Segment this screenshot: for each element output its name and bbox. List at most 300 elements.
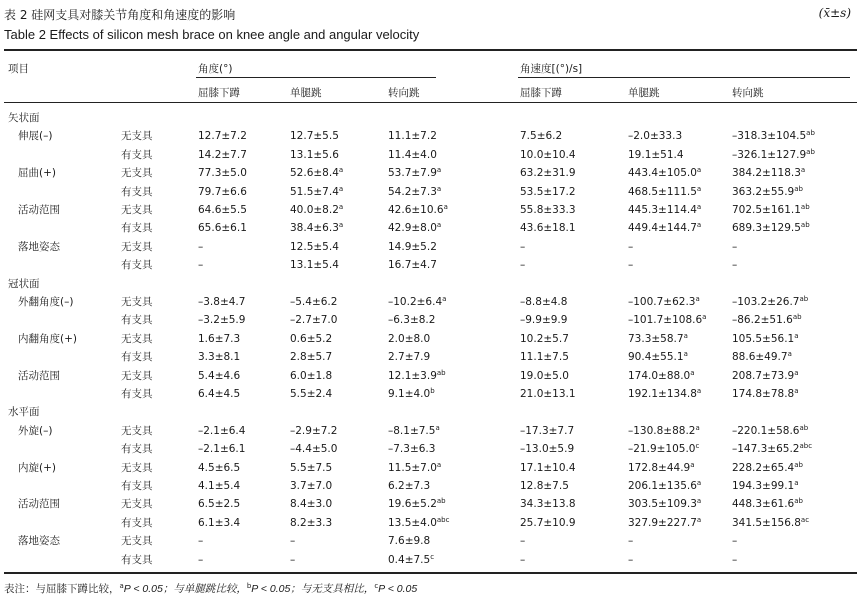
- table-cell: [388, 259, 437, 271]
- mean-sd-label: (x̄±s): [818, 6, 851, 20]
- cell-value: 172.8±44.9: [628, 462, 691, 474]
- table-cell: [198, 314, 245, 326]
- table-cell: [520, 462, 576, 474]
- cell-value: 14.9±5.2: [388, 241, 437, 253]
- cell-value: –8.1±7.5: [388, 425, 436, 437]
- table-cell: [628, 314, 706, 326]
- table-cell: [732, 296, 808, 308]
- cell-significance-mark: a: [794, 369, 799, 377]
- cell-value: 11.5±7.0: [388, 462, 437, 474]
- note-prefix: 表注：与屈膝下蹲比较，: [4, 583, 120, 595]
- cell-value: 5.5±7.5: [290, 462, 333, 474]
- cell-significance-mark: ac: [800, 516, 810, 524]
- cell-significance-mark: ab: [436, 497, 446, 505]
- cell-value: 12.1±3.9: [388, 370, 437, 382]
- table-cell: [388, 370, 446, 382]
- table-cell: [732, 149, 815, 161]
- table-cell: [290, 241, 339, 253]
- table-cell: [628, 204, 701, 216]
- table-cell: [388, 554, 434, 566]
- row-condition-label: 无支具: [121, 498, 153, 510]
- table-cell: [732, 498, 803, 510]
- table-cell: [520, 498, 576, 510]
- cell-value: –: [732, 554, 738, 566]
- caption-english: Table 2 Effects of silicon mesh brace on knee angle and angular velocity: [4, 27, 420, 42]
- cell-significance-mark: a: [696, 497, 702, 505]
- cell-value: 443.4±105.0: [628, 167, 697, 179]
- table-cell: [628, 388, 701, 400]
- cell-value: 384.2±118.3: [732, 167, 801, 179]
- cell-value: 0.6±5.2: [290, 333, 333, 345]
- cell-value: 6.5±2.5: [198, 498, 241, 510]
- table-cell: [290, 498, 332, 510]
- row-group-label: 外翻角度(–): [18, 296, 74, 308]
- cell-value: 73.3±58.7: [628, 333, 684, 345]
- cell-significance-mark: ab: [436, 369, 446, 377]
- cell-value: 88.6±49.7: [732, 351, 788, 363]
- table-cell: [290, 296, 337, 308]
- table-cell: [520, 130, 562, 142]
- table-cell: [628, 296, 700, 308]
- note-b-text: P < 0.05；与无支具相比，: [251, 583, 375, 595]
- cell-value: 42.9±8.0: [388, 222, 437, 234]
- table-cell: [520, 388, 576, 400]
- table-cell: [198, 554, 203, 566]
- row-condition-label: 无支具: [121, 425, 153, 437]
- cell-value: –: [520, 535, 526, 547]
- table-cell: [388, 480, 430, 492]
- cell-value: 448.3±61.6: [732, 498, 795, 510]
- cell-significance-mark: b: [430, 387, 435, 395]
- table-cell: [388, 222, 441, 234]
- cell-value: 6.4±4.5: [198, 388, 241, 400]
- cell-significance-mark: a: [338, 203, 344, 211]
- cell-value: 174.8±78.8: [732, 388, 795, 400]
- table-cell: [198, 388, 240, 400]
- cell-value: –101.7±108.6: [628, 314, 703, 326]
- cell-value: –: [628, 554, 634, 566]
- table-cell: [732, 351, 792, 363]
- row-group-label: 内旋(+): [18, 462, 56, 474]
- table-cell: [198, 149, 247, 161]
- cell-significance-mark: a: [695, 424, 700, 432]
- cell-value: 19.0±5.0: [520, 370, 569, 382]
- cell-value: 702.5±161.1: [732, 204, 801, 216]
- note-a-text: P < 0.05；与单腿跳比较，: [123, 583, 247, 595]
- table-cell: [290, 351, 332, 363]
- cell-value: 52.6±8.4: [290, 167, 339, 179]
- cell-value: –220.1±58.6: [732, 425, 800, 437]
- table-cell: [520, 535, 525, 547]
- cell-value: 55.8±33.3: [520, 204, 576, 216]
- table-cell: [628, 443, 699, 455]
- cell-significance-mark: c: [430, 553, 435, 561]
- cell-value: 13.1±5.6: [290, 149, 339, 161]
- table-cell: [732, 186, 803, 198]
- cell-value: 54.2±7.3: [388, 186, 437, 198]
- table-cell: [732, 259, 737, 271]
- table-cell: [198, 480, 240, 492]
- table-cell: [520, 351, 569, 363]
- table-cell: [290, 480, 332, 492]
- table-cell: [388, 443, 435, 455]
- cell-value: 51.5±7.4: [290, 186, 339, 198]
- cell-value: 228.2±65.4: [732, 462, 795, 474]
- cell-value: –: [520, 259, 526, 271]
- table-cell: [732, 462, 803, 474]
- row-condition-label: 无支具: [121, 130, 153, 142]
- cell-significance-mark: a: [436, 185, 442, 193]
- caption-chinese: 表 2 硅网支具对膝关节角度和角速度的影响: [4, 8, 236, 22]
- table-cell: [198, 333, 240, 345]
- cell-value: –: [520, 241, 526, 253]
- cell-value: –318.3±104.5: [732, 130, 807, 142]
- section-label: 矢状面: [8, 112, 40, 124]
- cell-value: –: [628, 259, 634, 271]
- cell-significance-mark: a: [696, 387, 702, 395]
- row-condition-label: 有支具: [121, 222, 153, 234]
- cell-value: –: [628, 535, 634, 547]
- table-cell: [388, 462, 441, 474]
- cell-significance-mark: a: [696, 479, 702, 487]
- row-condition-label: 无支具: [121, 333, 153, 345]
- cell-value: –9.9±9.9: [520, 314, 568, 326]
- table-cell: [628, 535, 633, 547]
- row-condition-label: 无支具: [121, 241, 153, 253]
- table-cell: [388, 351, 430, 363]
- table-cell: [628, 462, 695, 474]
- table-cell: [520, 370, 569, 382]
- table-cell: [628, 425, 700, 437]
- cell-value: –: [198, 535, 204, 547]
- cell-significance-mark: a: [690, 369, 695, 377]
- table-cell: [520, 186, 576, 198]
- row-group-label: 活动范围: [18, 370, 60, 382]
- table-cell: [290, 259, 339, 271]
- cell-value: 363.2±55.9: [732, 186, 795, 198]
- cell-value: 34.3±13.8: [520, 498, 576, 510]
- cell-value: 12.7±7.2: [198, 130, 247, 142]
- cell-value: 5.4±4.6: [198, 370, 241, 382]
- cell-value: –: [628, 241, 634, 253]
- cell-value: 445.3±114.4: [628, 204, 697, 216]
- table-cell: [388, 130, 437, 142]
- table-cell: [628, 333, 688, 345]
- cell-significance-mark: a: [702, 313, 707, 321]
- cell-value: 174.0±88.0: [628, 370, 691, 382]
- note-a-sup: a: [119, 582, 124, 590]
- table-cell: [198, 204, 247, 216]
- cell-value: 1.6±7.3: [198, 333, 241, 345]
- cell-value: 449.4±144.7: [628, 222, 697, 234]
- table-cell: [290, 186, 343, 198]
- table-cell: [198, 222, 247, 234]
- row-group-label: 活动范围: [18, 204, 60, 216]
- section-label: 水平面: [8, 406, 40, 418]
- cell-significance-mark: ab: [794, 497, 803, 505]
- table-cell: [628, 149, 684, 161]
- table-cell: [290, 167, 343, 179]
- table-cell: [520, 167, 576, 179]
- cell-value: 4.1±5.4: [198, 480, 241, 492]
- table-cell: [628, 554, 633, 566]
- cell-significance-mark: ab: [800, 203, 810, 211]
- subheader-velocity-squat: 屈膝下蹲: [520, 87, 562, 99]
- cell-value: 5.5±2.4: [290, 388, 333, 400]
- cell-value: 206.1±135.6: [628, 480, 697, 492]
- cell-value: 38.4±6.3: [290, 222, 339, 234]
- cell-value: 8.4±3.0: [290, 498, 333, 510]
- cell-value: 11.4±4.0: [388, 149, 437, 161]
- cell-value: –: [732, 241, 738, 253]
- table-cell: [520, 259, 525, 271]
- cell-value: 8.2±3.3: [290, 517, 333, 529]
- cell-value: –2.0±33.3: [628, 130, 683, 142]
- cell-value: 16.7±4.7: [388, 259, 437, 271]
- table-cell: [520, 554, 525, 566]
- table-cell: [198, 517, 240, 529]
- row-group-label: 伸展(–): [18, 130, 53, 142]
- cell-value: 13.5±4.0: [388, 517, 437, 529]
- cell-value: 2.8±5.7: [290, 351, 333, 363]
- table-cell: [520, 296, 567, 308]
- table-cell: [388, 167, 441, 179]
- cell-value: 40.0±8.2: [290, 204, 339, 216]
- cell-value: 6.1±3.4: [198, 517, 241, 529]
- cell-value: 11.1±7.5: [520, 351, 569, 363]
- cell-significance-mark: a: [696, 221, 702, 229]
- table-cell: [732, 443, 812, 455]
- cell-value: 19.6±5.2: [388, 498, 437, 510]
- table-cell: [290, 370, 332, 382]
- cell-value: 11.1±7.2: [388, 130, 437, 142]
- cell-significance-mark: ab: [799, 295, 809, 303]
- cell-value: –2.7±7.0: [290, 314, 338, 326]
- row-group-label: 外旋(–): [18, 425, 53, 437]
- cell-value: –86.2±51.6: [732, 314, 793, 326]
- row-condition-label: 无支具: [121, 462, 153, 474]
- cell-significance-mark: a: [338, 166, 344, 174]
- table-cell: [290, 314, 337, 326]
- table-cell: [732, 222, 810, 234]
- note-c-text: P < 0.05: [378, 583, 418, 595]
- table-cell: [520, 425, 574, 437]
- cell-value: 468.5±111.5: [628, 186, 697, 198]
- cell-significance-mark: a: [800, 166, 806, 174]
- table-cell: [388, 517, 449, 529]
- cell-value: 19.1±51.4: [628, 149, 684, 161]
- cell-value: 3.7±7.0: [290, 480, 333, 492]
- cell-value: –2.1±6.4: [198, 425, 246, 437]
- cell-value: –: [198, 241, 204, 253]
- cell-value: 4.5±6.5: [198, 462, 241, 474]
- table-cell: [290, 130, 339, 142]
- row-condition-label: 无支具: [121, 296, 153, 308]
- cell-significance-mark: ab: [806, 148, 815, 156]
- note-c-sup: c: [374, 582, 379, 590]
- table-cell: [732, 388, 799, 400]
- cell-value: 6.2±7.3: [388, 480, 431, 492]
- cell-significance-mark: ab: [806, 129, 815, 137]
- cell-value: –: [732, 259, 738, 271]
- table-cell: [628, 370, 695, 382]
- table-cell: [520, 314, 567, 326]
- table-cell: [198, 241, 203, 253]
- table-cell: [520, 204, 576, 216]
- table-footnote: [4, 581, 417, 596]
- table-cell: [732, 241, 737, 253]
- cell-significance-mark: a: [338, 221, 344, 229]
- table-cell: [628, 259, 633, 271]
- cell-significance-mark: c: [695, 442, 700, 450]
- cell-significance-mark: a: [690, 461, 695, 469]
- cell-significance-mark: a: [683, 332, 688, 340]
- cell-significance-mark: a: [338, 185, 344, 193]
- cell-value: 53.7±7.9: [388, 167, 437, 179]
- row-condition-label: 无支具: [121, 204, 153, 216]
- cell-value: –: [198, 554, 204, 566]
- cell-value: 42.6±10.6: [388, 204, 444, 216]
- table-cell: [198, 443, 245, 455]
- table-cell: [388, 388, 435, 400]
- cell-significance-mark: a: [794, 479, 799, 487]
- cell-significance-mark: a: [696, 203, 702, 211]
- cell-significance-mark: abc: [436, 516, 450, 524]
- cell-value: –: [198, 259, 204, 271]
- row-condition-label: 有支具: [121, 388, 153, 400]
- cell-value: –: [290, 535, 296, 547]
- cell-value: –6.3±8.2: [388, 314, 436, 326]
- row-condition-label: 有支具: [121, 554, 153, 566]
- cell-value: –: [290, 554, 296, 566]
- cell-significance-mark: a: [695, 295, 700, 303]
- table-cell: [198, 535, 203, 547]
- cell-significance-mark: a: [696, 185, 702, 193]
- row-condition-label: 无支具: [121, 535, 153, 547]
- cell-significance-mark: a: [787, 350, 792, 358]
- cell-value: 21.0±13.1: [520, 388, 576, 400]
- row-condition-label: 无支具: [121, 370, 153, 382]
- row-condition-label: 无支具: [121, 167, 153, 179]
- table-cell: [520, 480, 569, 492]
- table-cell: [628, 351, 688, 363]
- table-cell: [388, 535, 430, 547]
- table-cell: [388, 425, 440, 437]
- cell-significance-mark: abc: [799, 442, 813, 450]
- cell-value: 53.5±17.2: [520, 186, 576, 198]
- subheader-angle-turn-jump: 转向跳: [388, 87, 420, 99]
- cell-value: –326.1±127.9: [732, 149, 807, 161]
- table-cell: [290, 443, 337, 455]
- cell-value: 689.3±129.5: [732, 222, 801, 234]
- header-angle-group: 角度(°): [198, 63, 233, 75]
- cell-value: 65.6±6.1: [198, 222, 247, 234]
- cell-significance-mark: a: [435, 424, 440, 432]
- cell-value: –4.4±5.0: [290, 443, 338, 455]
- cell-value: 303.5±109.3: [628, 498, 697, 510]
- row-condition-label: 有支具: [121, 259, 153, 271]
- subheader-velocity-turn-jump: 转向跳: [732, 87, 764, 99]
- row-group-label: 落地姿态: [18, 535, 60, 547]
- table-cell: [628, 498, 701, 510]
- table-cell: [198, 186, 247, 198]
- table-cell: [732, 204, 810, 216]
- cell-value: 208.7±73.9: [732, 370, 795, 382]
- cell-value: 90.4±55.1: [628, 351, 684, 363]
- table-cell: [388, 186, 441, 198]
- table-cell: [198, 130, 247, 142]
- cell-value: –: [732, 535, 738, 547]
- table-cell: [290, 388, 332, 400]
- table-cell: [290, 149, 339, 161]
- table-cell: [198, 296, 245, 308]
- table-cell: [520, 333, 569, 345]
- row-group-label: 活动范围: [18, 498, 60, 510]
- table-cell: [290, 462, 332, 474]
- cell-value: 3.3±8.1: [198, 351, 241, 363]
- cell-value: 43.6±18.1: [520, 222, 576, 234]
- cell-value: –130.8±88.2: [628, 425, 696, 437]
- cell-value: 14.2±7.7: [198, 149, 247, 161]
- cell-value: 6.0±1.8: [290, 370, 333, 382]
- cell-value: 7.5±6.2: [520, 130, 563, 142]
- table-cell: [732, 167, 805, 179]
- table-cell: [290, 204, 343, 216]
- table-cell: [198, 462, 240, 474]
- row-condition-label: 有支具: [121, 443, 153, 455]
- cell-significance-mark: a: [443, 203, 448, 211]
- table-cell: [520, 241, 525, 253]
- table-cell: [198, 167, 247, 179]
- table-cell: [388, 498, 446, 510]
- cell-value: 2.7±7.9: [388, 351, 431, 363]
- subheader-angle-single-jump: 单腿跳: [290, 87, 322, 99]
- table-cell: [732, 425, 808, 437]
- cell-value: –2.1±6.1: [198, 443, 246, 455]
- cell-value: 192.1±134.8: [628, 388, 697, 400]
- table-cell: [388, 204, 448, 216]
- table-cell: [628, 241, 633, 253]
- cell-significance-mark: ab: [794, 461, 803, 469]
- table-cell: [198, 498, 240, 510]
- table-cell: [520, 517, 576, 529]
- table-cell: [388, 149, 437, 161]
- table-cell: [290, 333, 332, 345]
- table-cell: [628, 517, 701, 529]
- row-condition-label: 有支具: [121, 351, 153, 363]
- table-cell: [628, 130, 682, 142]
- cell-value: 12.5±5.4: [290, 241, 339, 253]
- table-cell: [732, 314, 802, 326]
- cell-value: –3.8±4.7: [198, 296, 246, 308]
- table-cell: [290, 222, 343, 234]
- cell-significance-mark: a: [696, 516, 702, 524]
- cell-significance-mark: ab: [792, 313, 802, 321]
- row-group-label: 内翻角度(+): [18, 333, 77, 345]
- cell-value: 79.7±6.6: [198, 186, 247, 198]
- header-velocity-group: 角速度[(°)/s]: [520, 63, 583, 75]
- table-cell: [628, 480, 701, 492]
- cell-value: 12.8±7.5: [520, 480, 569, 492]
- cell-significance-mark: a: [436, 461, 442, 469]
- cell-significance-mark: a: [436, 166, 442, 174]
- cell-significance-mark: a: [683, 350, 688, 358]
- cell-value: 10.0±10.4: [520, 149, 576, 161]
- row-condition-label: 有支具: [121, 480, 153, 492]
- cell-significance-mark: ab: [794, 185, 803, 193]
- cell-significance-mark: a: [696, 166, 702, 174]
- cell-value: –21.9±105.0: [628, 443, 696, 455]
